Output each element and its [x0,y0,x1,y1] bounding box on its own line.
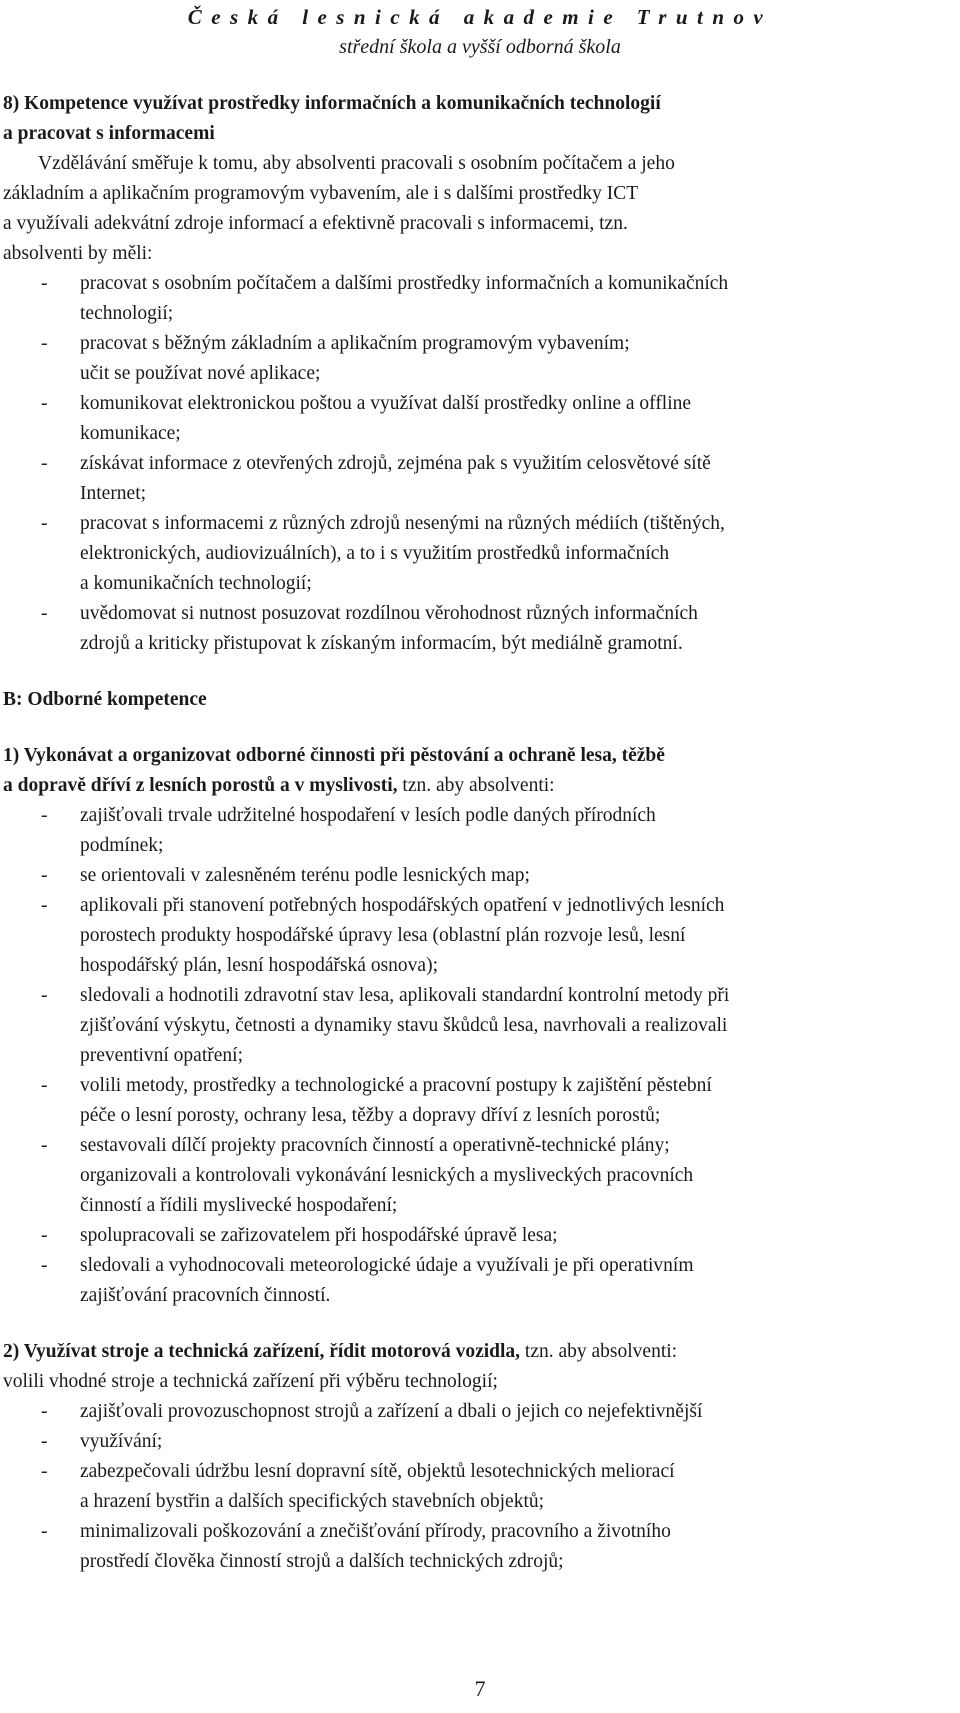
bullet-dash: - [41,1461,48,1482]
bullet-dash: - [41,603,48,624]
section8-heading-line2: a pracovat s informacemi [3,123,215,144]
list-item-text: pracovat s osobním počítačem a dalšími prostředky informačních a komunikačních [80,273,729,294]
list-item [0,269,952,299]
list-item-continuation: elektronických, audiovizuálních), a to i s využitím prostředků informačních [80,543,670,564]
list-item-continuation: prostředí člověka činností strojů a dalších technických zdrojů; [80,1551,564,1572]
list-item-continuation: technologií; [80,303,174,324]
document-body [0,89,952,1577]
bullet-dash: - [41,865,48,886]
list-item-continuation: péče o lesní porosty, ochrany lesa, těžby a dopravy dříví z lesních porostů; [80,1105,661,1126]
list-item [0,801,952,831]
bullet-dash: - [41,1431,48,1452]
section8-intro-line3: a využívali adekvátní zdroje informací a efektivně pracovali s informacemi, tzn. [3,213,628,234]
section8-intro-line1: Vzdělávání směřuje k tomu, aby absolventi pracovali s osobním počítačem a jeho [38,153,675,174]
bullet-dash: - [41,1135,48,1156]
section1-heading-bold: a dopravě dříví z lesních porostů a v myslivosti, [3,775,398,796]
bullet-dash: - [41,1521,48,1542]
section8-heading-line1: 8) Kompetence využívat prostředky informačních a komunikačních technologií [3,93,661,114]
list-item [0,449,952,479]
list-item-text: se orientovali v zalesněném terénu podle lesnických map; [80,865,530,886]
list-item-text: komunikovat elektronickou poštou a využívat další prostředky online a offline [80,393,692,414]
list-item [0,1397,952,1427]
list-item [0,1251,952,1281]
section2-heading-rest: tzn. aby absolventi: [520,1341,678,1362]
list-item-text: zajišťovali trvale udržitelné hospodaření v lesích podle daných přírodních [80,805,656,826]
list-item-text: spolupracovali se zařizovatelem při hospodářské úpravě lesa; [80,1225,558,1246]
bullet-dash: - [41,805,48,826]
list-item-text: aplikovali při stanovení potřebných hospodářských opatření v jednotlivých lesních [80,895,725,916]
school-subtitle: střední škola a vyšší odborná škola [339,36,621,58]
list-item-text: sestavovali dílčí projekty pracovních činností a operativně-technické plány; [80,1135,670,1156]
section1-heading-line1: 1) Vykonávat a organizovat odborné činnosti při pěstování a ochraně lesa, těžbě [3,745,665,766]
list-item-text: minimalizovali poškozování a znečišťování přírody, pracovního a životního [80,1521,671,1542]
list-item-continuation: hospodářský plán, lesní hospodářská osnova); [80,955,438,976]
list-item-continuation: organizovali a kontrolovali vykonávání lesnických a mysliveckých pracovních [80,1165,694,1186]
list-item-continuation: podmínek; [80,835,164,856]
list-item-text: pracovat s běžným základním a aplikačním programovým vybavením; [80,333,630,354]
bullet-dash: - [41,1225,48,1246]
section2-intro: volili vhodné stroje a technická zařízení při výběru technologií; [3,1371,498,1392]
bullet-dash: - [41,393,48,414]
section2-heading-bold: 2) Využívat stroje a technická zařízení, řídit motorová vozidla, [3,1341,521,1362]
list-item [0,891,952,921]
section-b-heading: B: Odborné kompetence [3,689,207,710]
list-item-continuation: a hrazení bystřin a dalších specifických stavebních objektů; [80,1491,545,1512]
list-item [0,509,952,539]
list-item-text: volili metody, prostředky a technologické a pracovní postupy k zajištění pěstební [80,1075,712,1096]
list-item-text: uvědomovat si nutnost posuzovat rozdílnou věrohodnost různých informačních [80,603,698,624]
section8-intro-line4: absolventi by měli: [3,243,153,264]
list-item-continuation: zdrojů a kriticky přistupovat k získaným informacím, být mediálně gramotní. [80,633,683,654]
school-title: Česká lesnická akademie Trutnov [187,5,773,29]
list-item [0,1517,952,1547]
list-item [0,1131,952,1161]
list-item [0,1427,952,1457]
list-item-text: pracovat s informacemi z různých zdrojů nesenými na různých médiích (tištěných, [80,513,725,534]
list-item [0,599,952,629]
list-item-text: získávat informace z otevřených zdrojů, zejména pak s využitím celosvětové sítě [80,453,711,474]
list-item-text: zabezpečovali údržbu lesní dopravní sítě, objektů lesotechnických meliorací [80,1461,675,1482]
list-item-continuation: preventivní opatření; [80,1045,243,1066]
section1-heading-rest: tzn. aby absolventi: [397,775,555,796]
list-item-text: zajišťovali provozuschopnost strojů a zařízení a dbali o jejich co nejefektivnější [80,1401,703,1422]
list-item-continuation: činností a řídili myslivecké hospodaření; [80,1195,398,1216]
list-item [0,981,952,1011]
list-item [0,1071,952,1101]
list-item [0,389,952,419]
list-item-continuation: komunikace; [80,423,181,444]
bullet-dash: - [41,333,48,354]
page-number: 7 [474,1676,486,1701]
bullet-dash: - [41,273,48,294]
bullet-dash: - [41,513,48,534]
list-item-continuation: a komunikačních technologií; [80,573,312,594]
list-item-text: sledovali a hodnotili zdravotní stav lesa, aplikovali standardní kontrolní metody při [80,985,730,1006]
list-item [0,329,952,359]
list-item [0,1221,952,1251]
list-item [0,861,952,891]
list-item-continuation: učit se používat nové aplikace; [80,363,321,384]
section1-heading-line2 [0,771,952,801]
bullet-dash: - [41,1075,48,1096]
list-item-continuation: porostech produkty hospodářské úpravy lesa (oblastní plán rozvoje lesů, lesní [80,925,686,946]
list-item-continuation: zjišťování výskytu, četnosti a dynamiky stavu škůdců lesa, navrhovali a realizovali [80,1015,728,1036]
section2-heading [0,1337,952,1367]
list-item-continuation: Internet; [80,483,147,504]
list-item-text: využívání; [80,1431,163,1452]
section8-intro-line2: základním a aplikačním programovým vybavením, ale i s dalšími prostředky ICT [3,183,639,204]
list-item-continuation: zajišťování pracovních činností. [80,1285,331,1306]
list-item-text: sledovali a vyhodnocovali meteorologické údaje a využívali je při operativním [80,1255,694,1276]
bullet-dash: - [41,1401,48,1422]
bullet-dash: - [41,1255,48,1276]
list-item [0,1457,952,1487]
bullet-dash: - [41,895,48,916]
bullet-dash: - [41,985,48,1006]
bullet-dash: - [41,453,48,474]
